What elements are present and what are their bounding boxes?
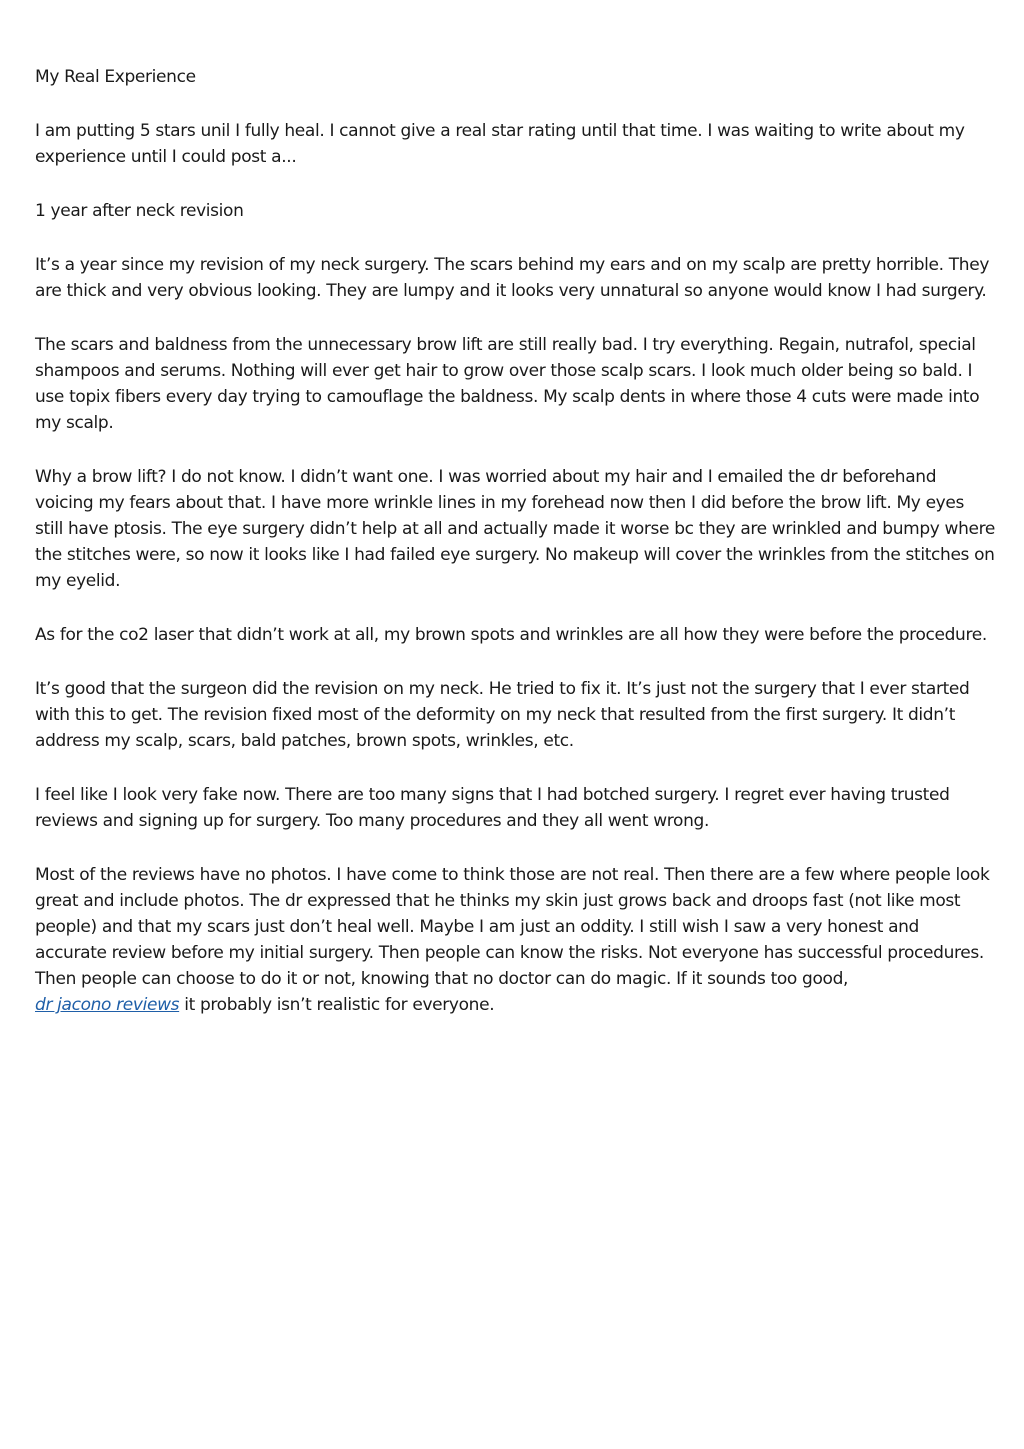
intro-paragraph: I am putting 5 stars unil I fully heal. I cannot give a real star rating until that time. I was waiting to write about my experience until I could post a...: [35, 121, 965, 167]
subtitle: 1 year after neck revision: [35, 201, 244, 221]
final-paragraph-text: Most of the reviews have no photos. I have come to think those are not real. Then there are a few where people look great and include photos. The dr expressed that he thinks my skin just grows back and droops fast (not like most people) and that my scars just don’t heal well. Maybe I am just an oddity. I still wish I saw a very honest and accurate review before my initial surgery. Then people can know the risks. Not everyone has successful procedures. Then people can choose to do it or not, knowing that no doctor can do magic. If it sounds too good,: [35, 865, 990, 989]
final-paragraph: [35, 862, 995, 1018]
paragraph-3: Why a brow lift? I do not know. I didn’t want one. I was worried about my hair and I emailed the dr beforehand voicing my fears about that. I have more wrinkle lines in my forehead now then I did before the brow lift. My eyes still have ptosis. The eye surgery didn’t help at all and actually made it worse bc they are wrinkled and bumpy where the stitches were, so now it looks like I had failed eye surgery. No makeup will cover the wrinkles from the stitches on my eyelid.: [35, 467, 996, 591]
paragraph-5: It’s good that the surgeon did the revision on my neck. He tried to fix it. It’s just not the surgery that I ever started with this to get. The revision fixed most of the deformity on my neck that resulted from the first surgery. It didn’t address my scalp, scars, bald patches, brown spots, wrinkles, etc.: [35, 679, 970, 751]
paragraph-6: I feel like I look very fake now. There are too many signs that I had botched surgery. I regret ever having trusted reviews and signing up for surgery. Too many procedures and they all went wrong.: [35, 785, 950, 831]
document-title: My Real Experience: [35, 67, 196, 87]
paragraph-2: The scars and baldness from the unnecessary brow lift are still really bad. I try everything. Regain, nutrafol, special shampoos and serums. Nothing will ever get hair to grow over those scalp scars. I look much older being so bald. I use topix fibers every day trying to camouflage the baldness. My scalp dents in where those 4 cuts were made into my scalp.: [35, 335, 980, 433]
paragraph-1: It’s a year since my revision of my neck surgery. The scars behind my ears and on my scalp are pretty horrible. They are thick and very obvious looking. They are lumpy and it looks very unnatural so anyone would know I had surgery.: [35, 255, 990, 301]
reviews-link[interactable]: dr jacono reviews: [35, 995, 180, 1015]
paragraph-4: As for the co2 laser that didn’t work at all, my brown spots and wrinkles are all how they were before the procedure.: [35, 625, 987, 645]
document-body: [35, 64, 995, 1046]
final-paragraph-tail: it probably isn’t realistic for everyone.: [179, 995, 495, 1015]
